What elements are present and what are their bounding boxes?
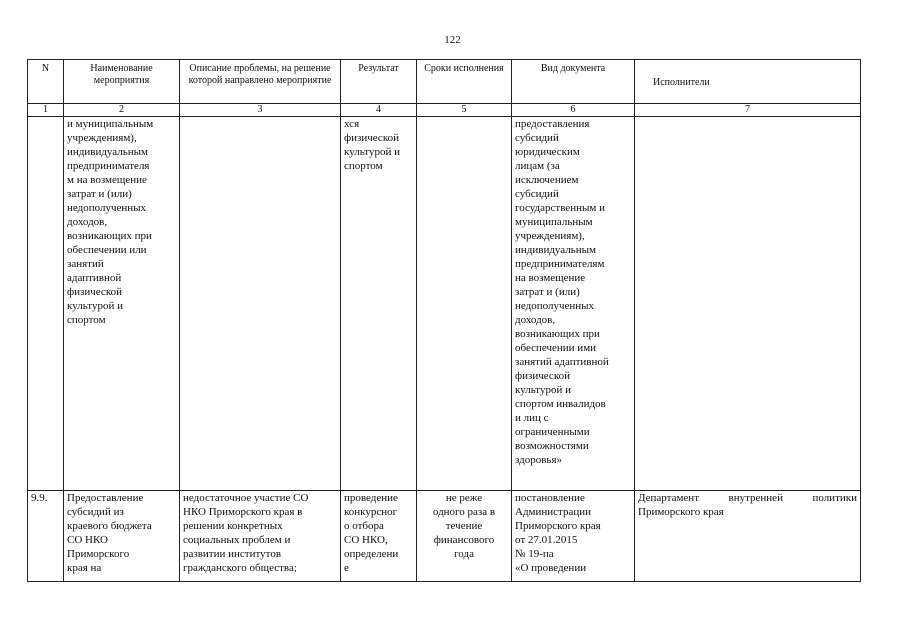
column-number: 5 [417,104,512,117]
column-number: 2 [64,104,180,117]
cell-name: и муниципальным учреждениям), индивидуальным предпринимателя м на возмещение затрат и (или) недополученных доходов, возникающих при обеспечении или занятий адаптивной физической культурой и спортом [64,117,180,491]
column-number: 3 [180,104,341,117]
cell-doc-type: постановление Администрации Приморского края от 27.01.2015 № 19-па «О проведении [512,491,635,582]
cell-n [28,117,64,491]
cell-result: проведение конкурсног о отбора СО НКО, определени е [341,491,417,582]
measures-table [27,59,861,582]
header-terms: Сроки исполнения [417,60,512,104]
column-number-row [28,104,861,117]
cell-terms: не реже одного раза в течение финансового года [417,491,512,582]
header-name: Наименование мероприятия [64,60,180,104]
header-doc-type: Вид документа [512,60,635,104]
header-result: Результат [341,60,417,104]
page-number: 122 [444,34,461,46]
cell-name: Предоставление субсидий из краевого бюджета СО НКО Приморского края на [64,491,180,582]
cell-executors: Департамент внутренней политики Приморского края [635,491,861,582]
column-number: 6 [512,104,635,117]
header-executors: Исполнители [635,60,861,104]
cell-n: 9.9. [28,491,64,582]
column-number: 1 [28,104,64,117]
column-number: 7 [635,104,861,117]
cell-problem [180,117,341,491]
header-n: N [28,60,64,104]
cell-doc-type: предоставления субсидий юридическим лицам (за исключением субсидий государственным и муниципальным учреждениям), индивидуальным предпринимателям на возмещение затрат и (или) недополученных доходов, возникающих при обеспечении ими занятий адаптивной физической культурой и спортом инвалидов и лиц с ограниченными возможностями здоровья» [512,117,635,491]
cell-problem: недостаточное участие СО НКО Приморского края в решении конкретных социальных проблем и развитии институтов гражданского общества; [180,491,341,582]
cell-terms [417,117,512,491]
measures-table-container [27,59,860,582]
table-row [28,491,861,582]
table-row [28,117,861,491]
cell-result: хся физической культурой и спортом [341,117,417,491]
header-problem: Описание проблемы, на решение которой направлено мероприятие [180,60,341,104]
column-number: 4 [341,104,417,117]
cell-executors [635,117,861,491]
header-row [28,60,861,104]
